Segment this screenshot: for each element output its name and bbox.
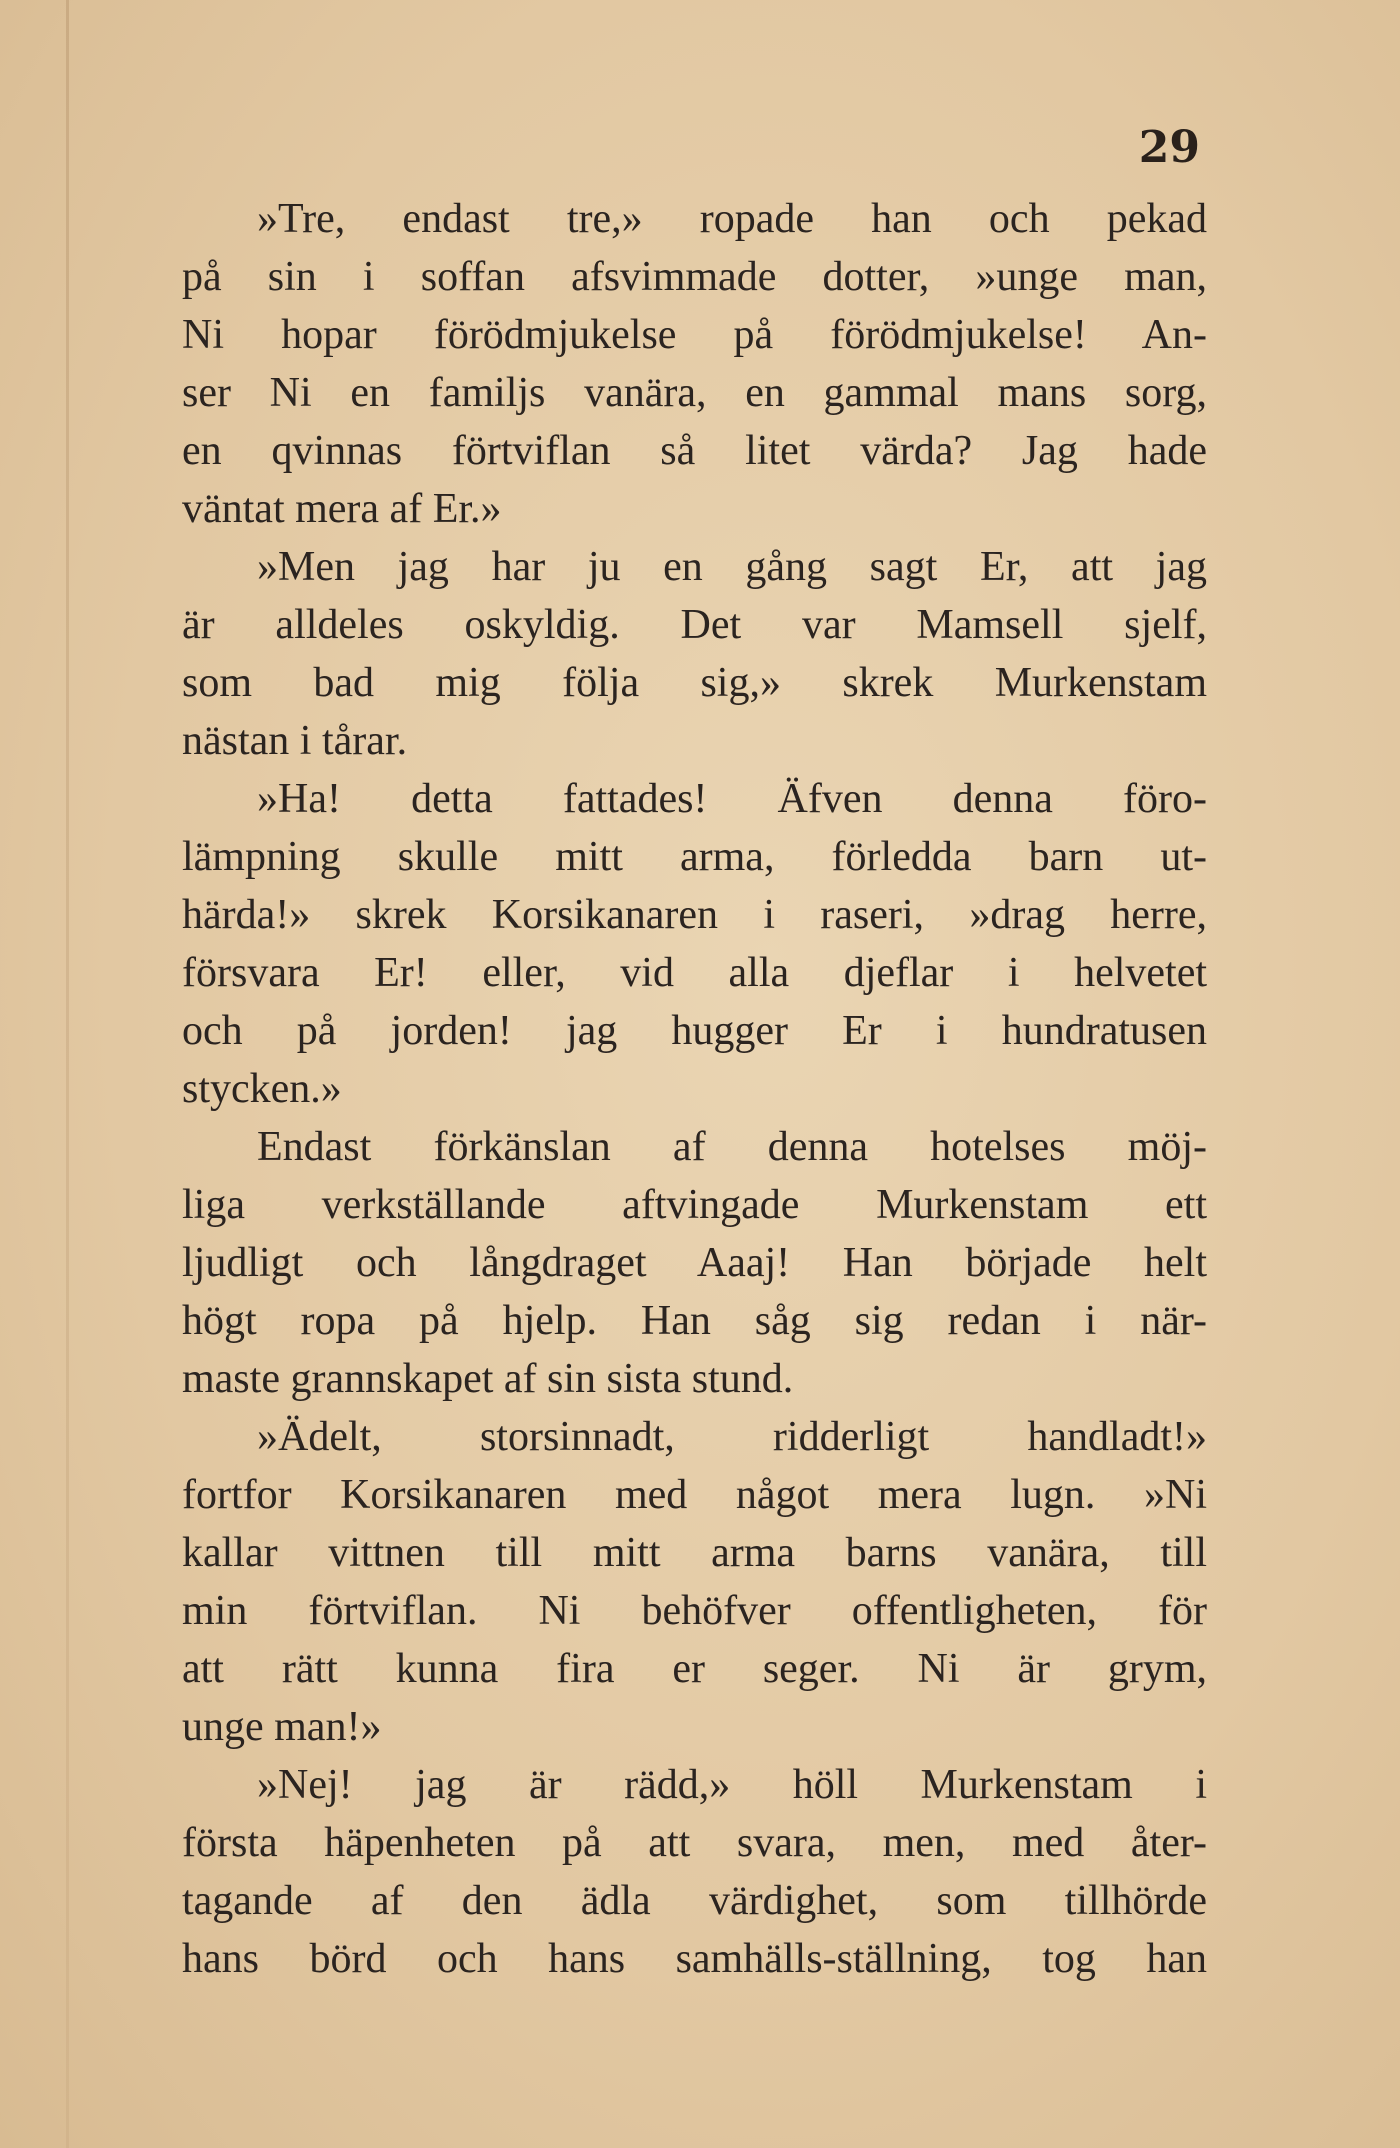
- text-line: härda!» skrek Korsikanaren i raseri, »drag herre,: [182, 892, 1207, 938]
- text-line: är alldeles oskyldig. Det var Mamsell sjelf,: [182, 602, 1207, 648]
- text-line: försvara Er! eller, vid alla djeflar i helvetet: [182, 950, 1207, 996]
- text-line: en qvinnas förtviflan så litet värda? Jag hade: [182, 428, 1207, 474]
- text-line: väntat mera af Er.»: [182, 486, 502, 532]
- text-line: »Men jag har ju en gång sagt Er, att jag: [257, 544, 1207, 590]
- text-line: tagande af den ädla värdighet, som tillhörde: [182, 1878, 1207, 1924]
- text-line: »Nej! jag är rädd,» höll Murkenstam i: [257, 1762, 1207, 1808]
- text-line: kallar vittnen till mitt arma barns vanära, till: [182, 1530, 1207, 1576]
- text-line: »Tre, endast tre,» ropade han och pekad: [257, 196, 1207, 242]
- text-line: första häpenheten på att svara, men, med åter-: [182, 1820, 1207, 1866]
- text-line: stycken.»: [182, 1066, 342, 1112]
- text-line: att rätt kunna fira er seger. Ni är grym,: [182, 1646, 1207, 1692]
- text-line: min förtviflan. Ni behöfver offentligheten, för: [182, 1588, 1207, 1634]
- text-line: unge man!»: [182, 1704, 382, 1750]
- text-line: på sin i soffan afsvimmade dotter, »unge man,: [182, 254, 1207, 300]
- text-line: Ni hopar förödmjukelse på förödmjukelse! An-: [182, 312, 1207, 358]
- text-line: lämpning skulle mitt arma, förledda barn ut-: [182, 834, 1207, 880]
- body-text: [182, 190, 1207, 1988]
- page-number: 29: [1138, 122, 1200, 173]
- text-line: liga verkställande aftvingade Murkenstam ett: [182, 1182, 1207, 1228]
- text-line: högt ropa på hjelp. Han såg sig redan i när-: [182, 1298, 1207, 1344]
- text-line: nästan i tårar.: [182, 718, 408, 764]
- text-line: och på jorden! jag hugger Er i hundratusen: [182, 1008, 1207, 1054]
- text-line: maste grannskapet af sin sista stund.: [182, 1356, 794, 1402]
- text-line: hans börd och hans samhälls-ställning, tog han: [182, 1936, 1207, 1982]
- text-line: »Ädelt, storsinnadt, ridderligt handladt!»: [257, 1414, 1207, 1460]
- text-line: ser Ni en familjs vanära, en gammal mans sorg,: [182, 370, 1207, 416]
- page-gutter-shadow: [66, 0, 69, 2148]
- text-line: som bad mig följa sig,» skrek Murkenstam: [182, 660, 1207, 706]
- text-line: ljudligt och långdraget Aaaj! Han började helt: [182, 1240, 1207, 1286]
- text-line: »Ha! detta fattades! Äfven denna föro-: [257, 776, 1207, 822]
- text-line: Endast förkänslan af denna hotelses möj-: [257, 1124, 1207, 1170]
- text-line: fortfor Korsikanaren med något mera lugn. »Ni: [182, 1472, 1207, 1518]
